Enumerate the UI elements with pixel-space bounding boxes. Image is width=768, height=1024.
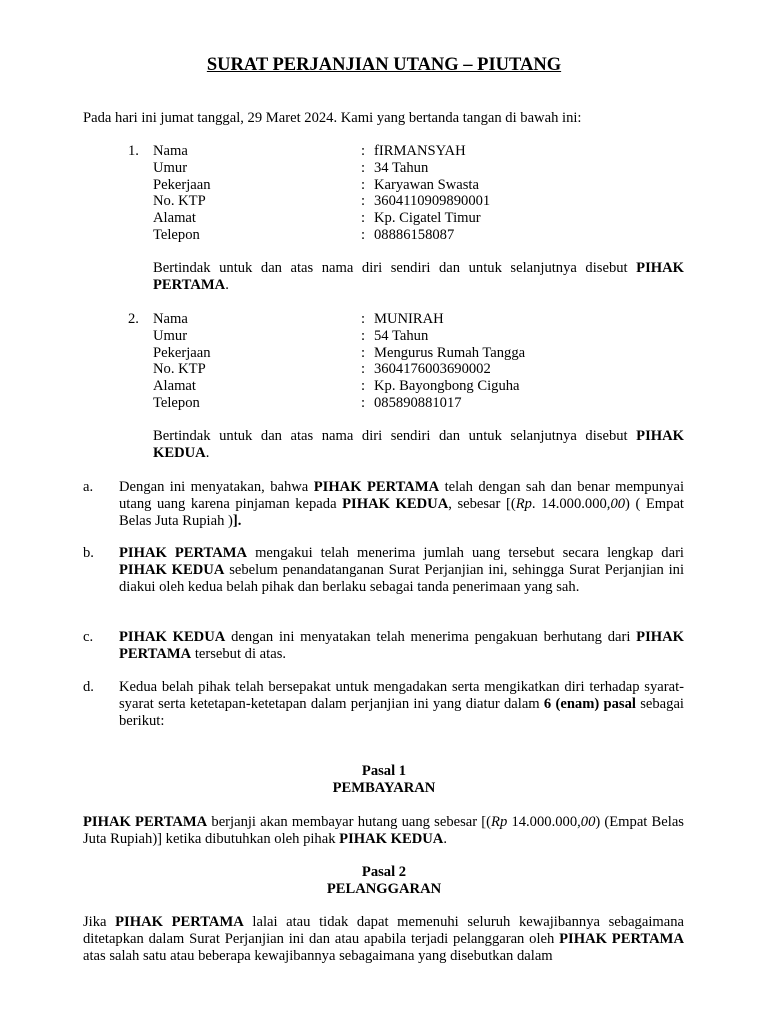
- label-ktp: No. KTP: [153, 361, 206, 378]
- party-number: 2.: [128, 311, 139, 327]
- text: sebelum penandatanganan Surat Perjanjian ini, sehingga Surat Perjanjian ini diakui oleh kedua belah pihak dan berlaku sebagai tanda penerimaan yang sah.: [119, 561, 685, 595]
- colon: :: [361, 327, 366, 344]
- party-1-statement: [153, 260, 684, 294]
- text: telah dengan sah dan benar mempunyai utang uang karena pinjaman kepada: [119, 479, 685, 512]
- document-title: SURAT PERJANJIAN UTANG – PIUTANG: [206, 55, 562, 75]
- text: lalai atau tidak dapat memenuhi seluruh kewajibannya sebagaimana ditetapkan dalam Surat Perjanjian ini dan atau apabila terjadi pelanggaran oleh: [83, 914, 684, 947]
- colon: :: [361, 210, 366, 227]
- pasal-2-number: Pasal 2: [361, 864, 407, 880]
- pasal-2-heading: PELANGGARAN: [326, 881, 442, 897]
- party-2-umur: 54 Tahun: [374, 327, 429, 344]
- label-alamat: Alamat: [153, 210, 196, 227]
- party-1-umur: 34 Tahun: [374, 159, 429, 176]
- clause-letter: b.: [83, 545, 94, 561]
- text: atas salah satu atau beberapa kewajibannya sebagaimana yang disebutkan dalam: [83, 947, 553, 964]
- label-pekerjaan: Pekerjaan: [153, 344, 211, 361]
- label-umur: Umur: [153, 159, 188, 176]
- party-1-alamat: Kp. Cigatel Timur: [374, 210, 481, 227]
- intro-paragraph: Pada hari ini jumat tanggal, 29 Maret 2024. Kami yang bertanda tangan di bawah ini:: [83, 110, 582, 126]
- colon: :: [361, 311, 366, 327]
- text: . 14.000.000,: [531, 495, 611, 512]
- statement-end: .: [225, 276, 229, 293]
- party-1-nama: fIRMANSYAH: [374, 143, 466, 159]
- statement-text: Bertindak untuk dan atas nama diri sendiri dan untuk selanjutnya disebut: [153, 428, 637, 444]
- text: Dengan ini menyatakan, bahwa: [119, 479, 314, 495]
- party-2-role: PIHAK KEDUA: [153, 428, 684, 461]
- bold-text: PIHAK KEDUA: [119, 629, 226, 645]
- clause-b-text: [119, 545, 684, 595]
- bold-text: PIHAK PERTAMA: [83, 814, 208, 830]
- italic-text: Rp: [491, 814, 508, 830]
- party-1-details: [128, 143, 688, 244]
- bold-text: PIHAK PERTAMA: [119, 629, 685, 662]
- label-umur: Umur: [153, 327, 188, 344]
- party-2-nama: MUNIRAH: [374, 311, 444, 327]
- colon: :: [361, 378, 366, 395]
- label-telepon: Telepon: [153, 394, 200, 411]
- pasal-1-number: Pasal 1: [361, 763, 407, 779]
- party-2-details: [128, 311, 688, 412]
- clause-d-text: [119, 679, 684, 729]
- bold-text: PIHAK KEDUA: [339, 830, 444, 847]
- label-telepon: Telepon: [153, 226, 200, 243]
- party-2-telepon: 085890881017: [374, 394, 462, 411]
- statement-end: .: [205, 444, 210, 461]
- text: dengan ini menyatakan telah menerima pengakuan berhutang dari: [225, 629, 637, 645]
- party-2-statement: [153, 428, 684, 462]
- text: .: [443, 830, 447, 847]
- pasal-1-text: [83, 814, 684, 848]
- label-ktp: No. KTP: [153, 193, 206, 210]
- text: tersebut di atas.: [191, 645, 287, 662]
- text: , sebesar [(: [448, 495, 516, 512]
- party-2-pekerjaan: Mengurus Rumah Tangga: [374, 344, 526, 361]
- italic-text: 00: [580, 814, 596, 830]
- label-nama: Nama: [153, 143, 188, 159]
- text: sebagai berikut:: [119, 695, 684, 729]
- party-1-telepon: 08886158087: [374, 226, 455, 243]
- colon: :: [361, 344, 366, 361]
- text: Jika: [83, 914, 116, 930]
- colon: :: [361, 361, 366, 378]
- party-1-role: PIHAK PERTAMA: [153, 260, 684, 293]
- party-1-pekerjaan: Karyawan Swasta: [374, 176, 479, 193]
- party-2-ktp: 3604176003690002: [374, 361, 491, 378]
- text: ) ( Empat Belas Juta Rupiah ): [119, 495, 684, 529]
- label-pekerjaan: Pekerjaan: [153, 176, 211, 193]
- bold-text: PIHAK KEDUA: [119, 561, 225, 578]
- pasal-2-text: [83, 914, 684, 964]
- colon: :: [361, 193, 366, 210]
- bold-text: PIHAK PERTAMA: [119, 545, 248, 561]
- pasal-1-heading: PEMBAYARAN: [332, 780, 436, 796]
- text: Kedua belah pihak telah bersepakat untuk mengadakan serta mengikatkan diri terhadap syarat-syarat serta ketetapan-ketetapan dalam perjanjian ini yang diatur dalam: [119, 679, 684, 712]
- text: ) (Empat Belas Juta Rupiah)] ketika dibutuhkan oleh pihak: [83, 814, 684, 847]
- clause-c-text: [119, 629, 684, 663]
- bold-text: ].: [232, 512, 242, 529]
- label-nama: Nama: [153, 311, 188, 327]
- text: 14.000.000,: [507, 814, 581, 830]
- colon: :: [361, 176, 366, 193]
- text: mengakui telah menerima jumlah uang tersebut secara lengkap dari: [247, 545, 684, 561]
- colon: :: [361, 159, 366, 176]
- bold-text: PIHAK PERTAMA: [115, 914, 244, 930]
- bold-text: PIHAK PERTAMA: [313, 479, 440, 495]
- italic-text: 00: [610, 495, 626, 512]
- bold-text: 6 (enam) pasal: [543, 695, 636, 712]
- clause-letter: d.: [83, 679, 94, 695]
- statement-text: Bertindak untuk dan atas nama diri sendiri dan untuk selanjutnya disebut: [153, 260, 637, 276]
- party-1-ktp: 3604110909890001: [374, 193, 491, 210]
- colon: :: [361, 143, 366, 159]
- bold-text: PIHAK PERTAMA: [559, 930, 684, 947]
- label-alamat: Alamat: [153, 378, 196, 395]
- text: berjanji akan membayar hutang uang sebesar [(: [207, 814, 492, 830]
- clause-a-text: [119, 479, 684, 529]
- colon: :: [361, 394, 366, 411]
- party-number: 1.: [128, 143, 139, 159]
- clause-letter: c.: [83, 629, 94, 645]
- clause-letter: a.: [83, 479, 94, 495]
- italic-text: Rp: [515, 495, 532, 512]
- colon: :: [361, 226, 366, 243]
- party-2-alamat: Kp. Bayongbong Ciguha: [374, 378, 520, 395]
- bold-text: PIHAK KEDUA: [342, 495, 449, 512]
